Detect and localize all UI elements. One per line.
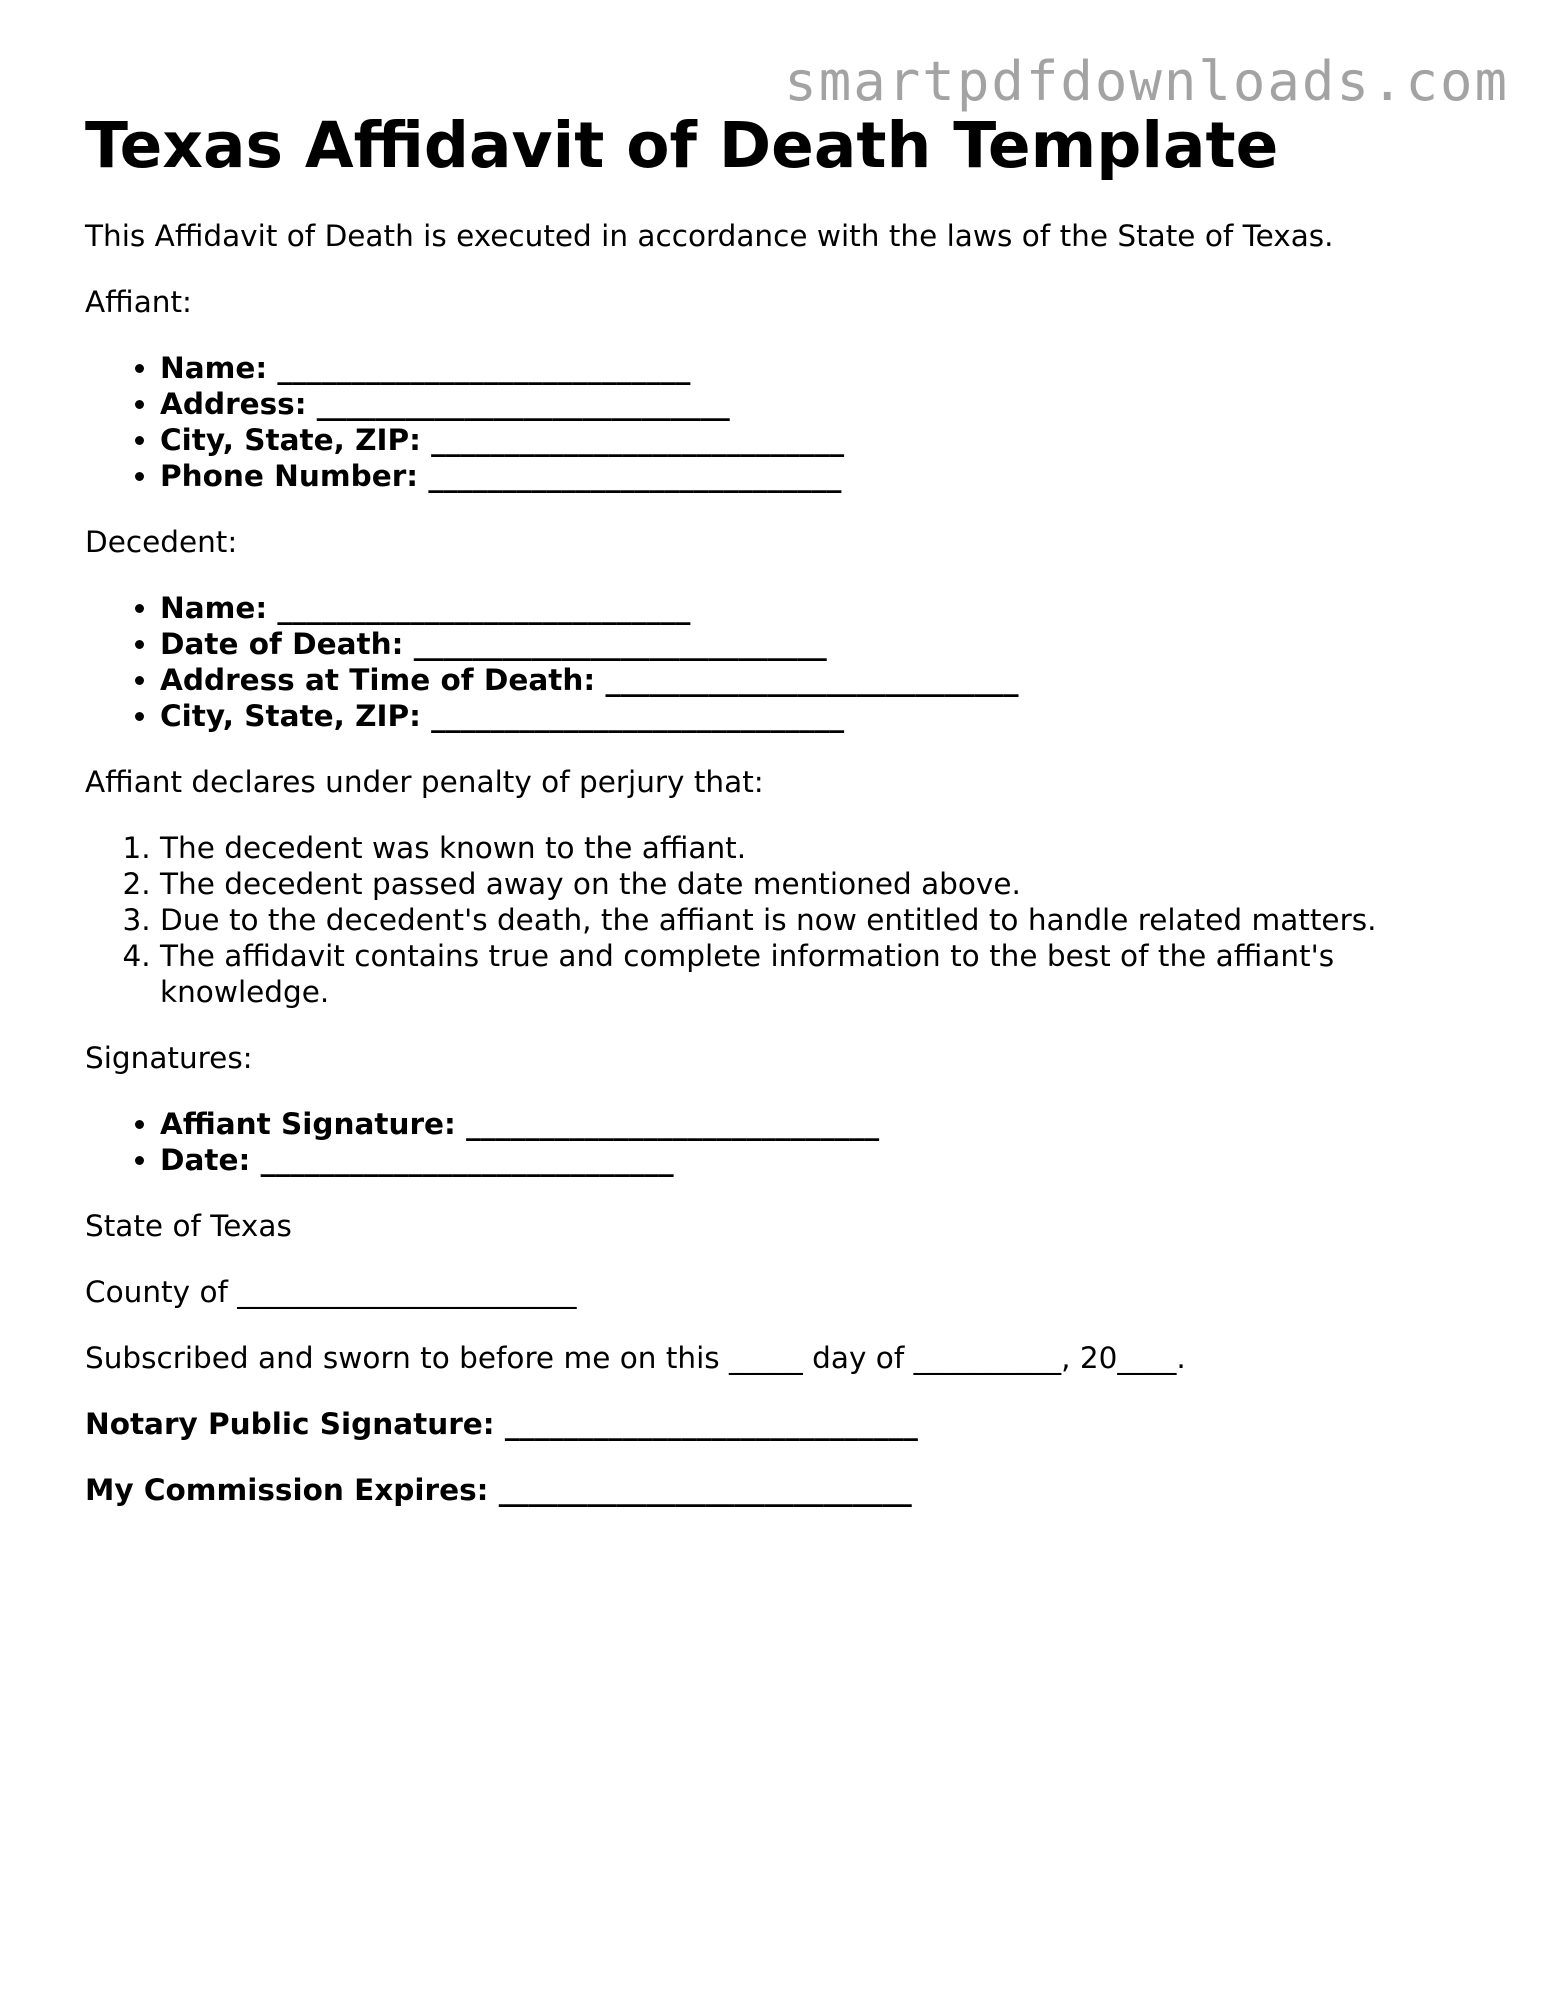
- affiant-address-field: • Address: ____________________________: [160, 386, 1485, 422]
- notary-signature-line: Notary Public Signature: ____________________________: [85, 1407, 918, 1441]
- declaration-list: [85, 830, 1485, 1010]
- affiant-heading: Affiant:: [85, 285, 192, 319]
- affiant-phone-field: • Phone Number: ____________________________: [160, 458, 1485, 494]
- declaration-item: 2. The decedent passed away on the date mentioned above.: [160, 866, 1485, 902]
- signature-date-field: • Date: ____________________________: [160, 1142, 1485, 1178]
- decedent-address-field: • Address at Time of Death: ____________________________: [160, 662, 1485, 698]
- watermark: smartpdfdownloads.com: [784, 50, 1509, 113]
- decedent-city-state-zip-field: • City, State, ZIP: ____________________________: [160, 698, 1485, 734]
- decedent-field-list: [85, 590, 1485, 734]
- declaration-heading: Affiant declares under penalty of perjury that:: [85, 765, 764, 799]
- declaration-item: 4. The affidavit contains true and complete information to the best of the affiant's knowledge.: [160, 938, 1485, 1010]
- declaration-item: 1. The decedent was known to the affiant.: [160, 830, 1485, 866]
- subscribed-line: Subscribed and sworn to before me on this _____ day of __________, 20____.: [85, 1341, 1186, 1375]
- decedent-heading: Decedent:: [85, 525, 238, 559]
- document-body: [85, 218, 1485, 1538]
- signatures-heading: Signatures:: [85, 1041, 253, 1075]
- signature-field-list: [85, 1106, 1485, 1178]
- decedent-date-of-death-field: • Date of Death: ____________________________: [160, 626, 1485, 662]
- affiant-city-state-zip-field: • City, State, ZIP: ____________________________: [160, 422, 1485, 458]
- document-title: Texas Affidavit of Death Template: [85, 109, 1279, 182]
- affiant-signature-field: • Affiant Signature: ____________________________: [160, 1106, 1485, 1142]
- commission-expires-line: My Commission Expires: ____________________________: [85, 1473, 912, 1507]
- affiant-field-list: [85, 350, 1485, 494]
- declaration-item: 3. Due to the decedent's death, the affiant is now entitled to handle related matters.: [160, 902, 1485, 938]
- affiant-name-field: • Name: ____________________________: [160, 350, 1485, 386]
- state-line: State of Texas: [85, 1209, 292, 1243]
- intro-paragraph: This Affidavit of Death is executed in accordance with the laws of the State of Texas.: [85, 219, 1334, 253]
- decedent-name-field: • Name: ____________________________: [160, 590, 1485, 626]
- county-line: County of _______________________: [85, 1275, 577, 1309]
